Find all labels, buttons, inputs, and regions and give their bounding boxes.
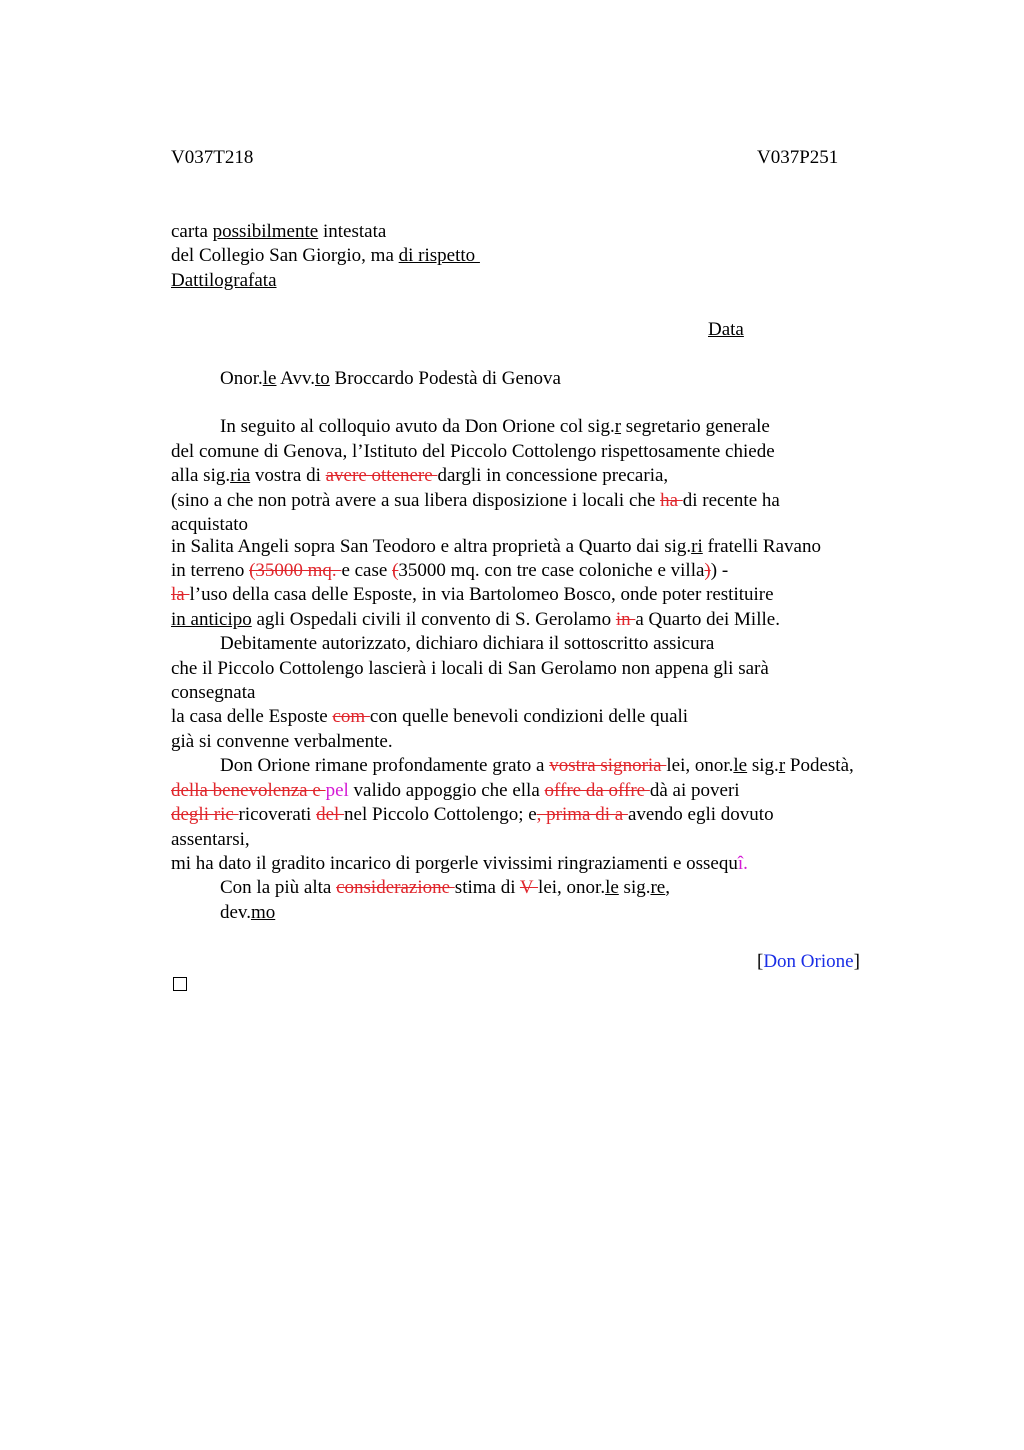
text-segment: l’uso della casa delle Esposte, in via Bartolomeo Bosco, onde poter restituire: [189, 584, 774, 605]
text-segment: Avv.: [276, 368, 315, 389]
underlined-text: le: [605, 877, 619, 898]
text-segment: in terreno: [171, 560, 250, 581]
underlined-text: possibilmente: [212, 221, 319, 242]
body-line: [171, 464, 668, 488]
text-segment: agli Ospedali civili il convento di S. Gerolamo: [251, 609, 616, 630]
text-segment: vostra di: [250, 465, 326, 486]
text-segment: Onor.: [220, 368, 263, 389]
text-segment: e case: [341, 560, 393, 581]
body-line: [171, 779, 740, 803]
text-segment: Con la più alta: [220, 877, 337, 898]
text-segment: mi ha dato il gradito incarico di porgerle vivissimi ringraziamenti e ossequ: [171, 853, 738, 874]
underlined-text: ria: [230, 465, 251, 486]
signature-name: Don Orione: [763, 951, 854, 972]
date-label: Data: [708, 319, 744, 340]
body-line: che il Piccolo Cottolengo lascierà i locali di San Gerolamo non appena gli sarà: [171, 658, 769, 679]
body-line: acquistato: [171, 514, 249, 535]
signature-bracket: [: [757, 951, 764, 972]
deleted-text: la: [171, 584, 190, 605]
text-segment: Don Orione rimane profondamente grato a: [220, 755, 550, 776]
text-segment: del Collegio San Giorgio, ma: [171, 245, 399, 266]
text-segment: lei, onor.: [666, 755, 734, 776]
signature-bracket: ]: [853, 951, 860, 972]
body-line: assentarsi,: [171, 829, 250, 850]
text-segment: di recente ha: [682, 490, 780, 511]
note-line-2: [171, 244, 480, 268]
body-line: [171, 535, 821, 559]
body-line: [171, 559, 728, 583]
text-segment: dargli in concessione precaria,: [437, 465, 669, 486]
underlined-text: to: [315, 368, 330, 389]
underlined-text: r: [778, 755, 786, 776]
deleted-text: (35000 mq.: [249, 560, 342, 581]
text-segment: Broccardo Podestà di Genova: [329, 368, 561, 389]
inserted-text: pel: [325, 780, 349, 801]
text-segment: lei, onor.: [538, 877, 606, 898]
deleted-text: vostra signoria: [549, 755, 667, 776]
text-segment: 35000 mq. con tre case coloniche e villa: [398, 560, 705, 581]
deleted-text: (: [392, 560, 399, 581]
text-segment: ) -: [710, 560, 729, 581]
text-segment: alla sig.: [171, 465, 231, 486]
text-segment: ,: [665, 877, 670, 898]
text-segment: valido appoggio che ella: [348, 780, 545, 801]
underlined-text: ri: [691, 536, 703, 557]
body-line: del comune di Genova, l’Istituto del Piccolo Cottolengo rispettosamente chiede: [171, 441, 775, 462]
document-code-left: V037T218: [171, 147, 254, 168]
checkbox-square-icon: [173, 977, 187, 991]
deleted-text: ha: [660, 490, 683, 511]
text-segment: a Quarto dei Mille.: [635, 609, 780, 630]
underlined-text: le: [262, 368, 277, 389]
text-segment: intestata: [318, 221, 387, 242]
document-code-right: V037P251: [757, 147, 839, 168]
text-segment: ricoverati: [238, 804, 317, 825]
text-segment: carta: [171, 221, 213, 242]
deleted-text: avere ottenere: [325, 465, 438, 486]
body-line: [171, 608, 780, 632]
closing-line: [220, 901, 275, 925]
text-segment: fratelli Ravano: [702, 536, 821, 557]
body-line: [171, 583, 774, 607]
body-line: [171, 852, 748, 876]
deleted-text: della benevolenza e: [171, 780, 326, 801]
underlined-text: re: [650, 877, 666, 898]
text-segment: avendo egli dovuto: [627, 804, 774, 825]
note-line-3: Dattilografata: [171, 270, 277, 291]
body-line: [171, 489, 780, 513]
deleted-text: del: [316, 804, 345, 825]
body-line: [220, 876, 670, 900]
underlined-text: le: [733, 755, 748, 776]
inserted-text: .: [743, 853, 748, 874]
underlined-text: in anticipo: [171, 609, 252, 630]
deleted-text: considerazione: [336, 877, 455, 898]
text-segment: dà ai poveri: [649, 780, 740, 801]
text-segment: sig.: [618, 877, 651, 898]
body-line: [171, 803, 774, 827]
deleted-text: degli ric: [171, 804, 239, 825]
deleted-text: V: [519, 877, 539, 898]
text-segment: sig.: [747, 755, 779, 776]
deleted-text: ): [704, 560, 711, 581]
body-line: [171, 705, 688, 729]
signature: [757, 950, 860, 974]
text-segment: dev.: [220, 902, 251, 923]
text-segment: Podestà,: [785, 755, 854, 776]
inserted-text: î: [737, 853, 744, 874]
body-line: già si convenne verbalmente.: [171, 731, 393, 752]
addressee-line: [220, 367, 561, 391]
text-segment: stima di: [454, 877, 520, 898]
body-line: [220, 415, 770, 439]
deleted-text: , prima di a: [536, 804, 628, 825]
note-line-1: [171, 220, 386, 244]
underlined-text: di rispetto: [398, 245, 480, 266]
text-segment: in Salita Angeli sopra San Teodoro e altra proprietà a Quarto dai sig.: [171, 536, 692, 557]
body-line: [220, 754, 854, 778]
body-line: Debitamente autorizzato, dichiaro dichiara il sottoscritto assicura: [220, 633, 715, 654]
deleted-text: com: [332, 706, 370, 727]
text-segment: In seguito al colloquio avuto da Don Orione col sig.: [220, 416, 615, 437]
text-segment: (sino a che non potrà avere a sua libera disposizione i locali che: [171, 490, 661, 511]
underlined-text: mo: [250, 902, 276, 923]
text-segment: con quelle benevoli condizioni delle quali: [369, 706, 689, 727]
text-segment: la casa delle Esposte: [171, 706, 333, 727]
underlined-text: r: [614, 416, 622, 437]
text-segment: segretario generale: [621, 416, 770, 437]
deleted-text: offre da offre: [544, 780, 650, 801]
deleted-text: in: [615, 609, 636, 630]
body-line: consegnata: [171, 682, 256, 703]
text-segment: nel Piccolo Cottolengo; e: [344, 804, 537, 825]
